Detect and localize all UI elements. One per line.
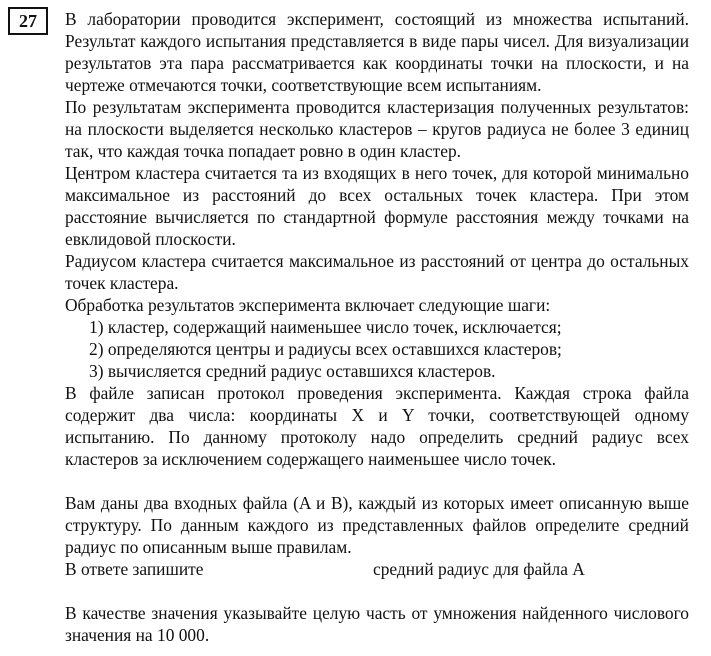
answer-instruction	[65, 558, 689, 580]
paragraph-file-protocol: В файле записан протокол проведения эксперимента. Каждая строка файла содержит два числа: координаты X и Y точки, соответствующей одному испытанию. По данному протоколу надо определить средний радиус всех кластеров за исключением содержащего наименьшее число точек.	[65, 383, 689, 469]
spacer	[65, 580, 689, 602]
paragraph-input-files: Вам даны два входных файла (A и B), каждый из которых имеет описанную выше структуру. По данным каждого из представленных файлов определите средний радиус по описанным выше правилам.	[65, 493, 689, 557]
spacer	[65, 470, 689, 492]
step-item: 1) кластер, содержащий наименьшее число точек, исключается;	[89, 317, 562, 337]
paragraph-center: Центром кластера считается та из входящих в него точек, для которой минимально максимальное из расстояний до всех остальных точек кластера. При этом расстояние вычисляется по стандартной формуле расстояния между точками на евклидовой плоскости.	[65, 163, 689, 249]
task-number: 27	[19, 10, 37, 31]
paragraph-steps-intro: Обработка результатов эксперимента включает следующие шаги:	[65, 295, 551, 315]
answer-item: средний радиус для файла A	[373, 559, 585, 579]
paragraph-radius: Радиусом кластера считается максимальное из расстояний от центра до остальных точек кластера.	[65, 251, 689, 293]
step-item: 2) определяются центры и радиусы всех оставшихся кластеров;	[89, 339, 562, 359]
step-item: 3) вычисляется средний радиус оставшихся кластеров.	[89, 361, 496, 381]
steps-list	[65, 316, 689, 382]
task-text	[65, 8, 689, 646]
paragraph-value-format: В качестве значения указывайте целую часть от умножения найденного числового значения на 10 000.	[65, 603, 689, 645]
task-number-box	[8, 7, 48, 35]
paragraph-intro: В лаборатории проводится эксперимент, состоящий из множества испытаний. Результат каждого испытания представляется в виде пары чисел. Для визуализации результатов эта пара рассматривается как координаты точки на плоскости, и на чертеже отмечаются точки, соответствующие всем испытаниям.	[65, 9, 689, 95]
paragraph-clustering: По результатам эксперимента проводится кластеризация полученных результатов: на плоскости выделяется несколько кластеров – кругов радиуса не более 3 единиц так, что каждая точка попадает ровно в один кластер.	[65, 97, 689, 161]
answer-lead: В ответе запишите	[65, 559, 204, 579]
